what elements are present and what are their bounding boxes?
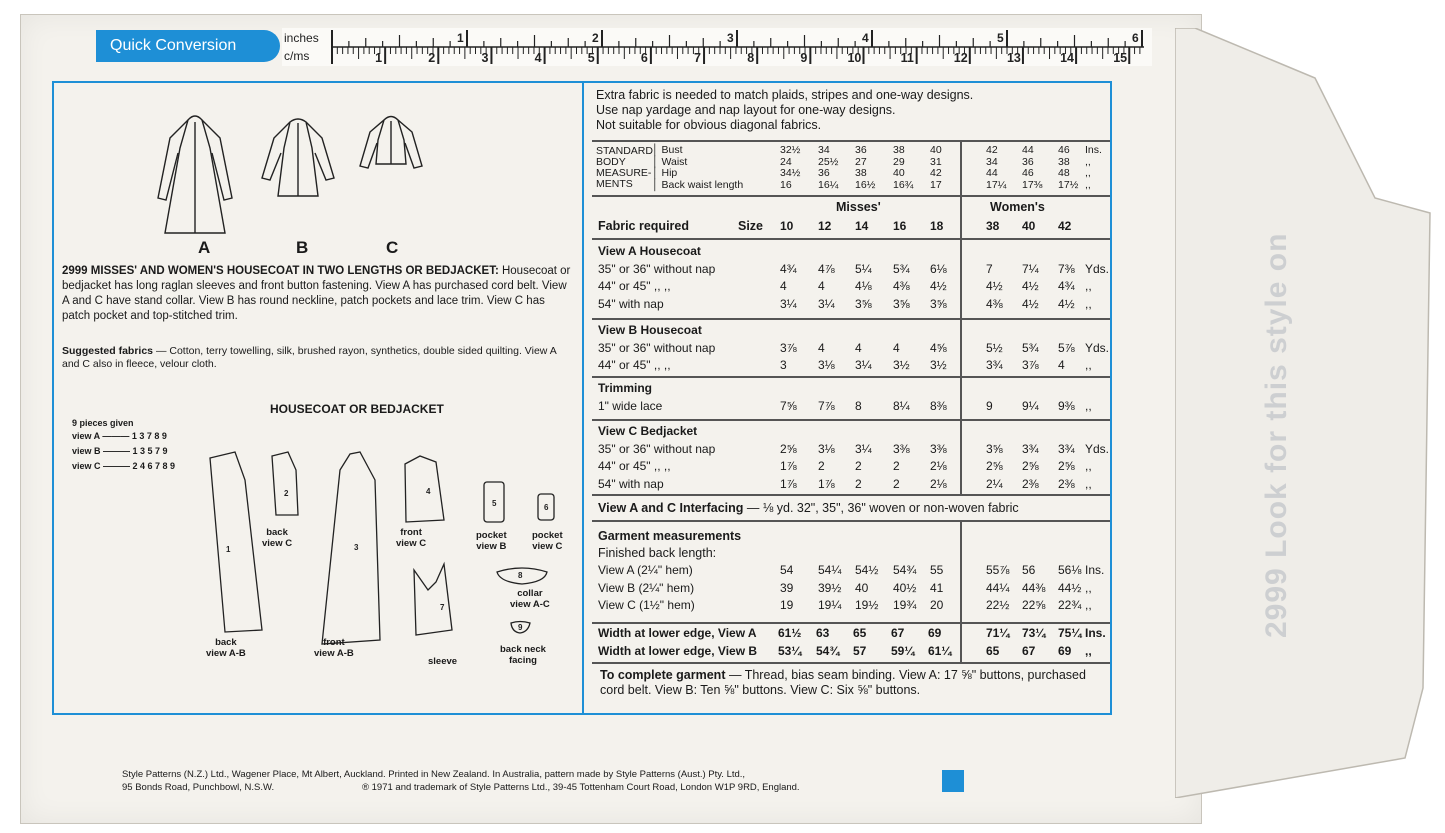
- piece-label-back-ab: back view A-B: [206, 637, 246, 659]
- rule: [592, 238, 1110, 240]
- women-value: 67: [1022, 643, 1036, 658]
- body-measure-value: 27: [855, 155, 867, 168]
- body-measure-value: 40: [930, 144, 942, 156]
- body-measure-value: 17½: [1058, 178, 1079, 191]
- unit-label: ,,: [1085, 167, 1091, 179]
- body-measure-value: 44: [986, 167, 998, 179]
- misses-value: 8⅜: [930, 398, 947, 413]
- ruler-inch-number: 5: [997, 31, 1004, 45]
- rule: [592, 376, 1110, 378]
- women-label: Women's: [990, 200, 1045, 214]
- women-value: 7: [986, 261, 993, 276]
- piece-number-1: 1: [226, 545, 231, 554]
- ruler-cm-number: 13: [1006, 51, 1021, 65]
- misses-value: 54¾: [893, 563, 917, 577]
- misses-value: 3¼: [855, 358, 872, 372]
- misses-value: 20: [930, 598, 944, 612]
- layout-title: HOUSECOAT OR BEDJACKET: [270, 402, 444, 416]
- misses-value: 4⅝: [930, 340, 947, 355]
- misses-value: 3⅜: [893, 441, 910, 456]
- misses-value: 3⅝: [893, 296, 910, 311]
- row-label: 54" with nap: [598, 476, 664, 491]
- misses-value: 57: [853, 643, 867, 658]
- women-value: 5⅞: [1058, 340, 1075, 355]
- body-measure-name: │ Bust: [652, 144, 683, 156]
- body-measure-value: 38: [893, 144, 905, 156]
- ruler-cm-number: 12: [953, 51, 968, 65]
- row-label: 54" with nap: [598, 296, 664, 311]
- piece-label-pocket-b: pocket view B: [476, 530, 507, 552]
- misses-value: 3½: [930, 358, 947, 372]
- misses-value: 63: [816, 626, 830, 640]
- ruler-cm-number: 11: [900, 51, 914, 65]
- misses-value: 3½: [893, 358, 910, 372]
- misses-label: Misses': [836, 200, 881, 214]
- misses-value: 4⅞: [818, 261, 835, 276]
- size-header: 40: [1022, 219, 1036, 233]
- body-measure-value: 34½: [780, 167, 801, 179]
- flap-faded-text: 2999 Look for this style on: [1260, 232, 1293, 638]
- width-row-label: Width at lower edge, View B: [598, 643, 758, 658]
- unit-label: Yds.: [1085, 441, 1110, 456]
- unit-label: Ins.: [1085, 563, 1105, 577]
- row-label: 44" or 45" ,, ,,: [598, 279, 671, 293]
- body-measurements-label: STANDARD BODY MEASURE- MENTS: [596, 145, 653, 190]
- body-measure-value: 38: [855, 167, 867, 179]
- misses-value: 3: [780, 358, 787, 372]
- body-measure-name: │ Hip: [652, 167, 678, 179]
- misses-value: 4: [780, 279, 787, 293]
- misses-value: 55: [930, 563, 944, 577]
- width-row-label: Width at lower edge, View A: [598, 626, 757, 640]
- suggested-fabrics-label: Suggested fabrics: [62, 345, 154, 357]
- fabric-section-title: View C Bedjacket: [598, 424, 698, 438]
- women-value: 4½: [1022, 279, 1039, 293]
- misses-value: 4⅜: [893, 279, 910, 293]
- footer-line-1: Style Patterns (N.Z.) Ltd., Wagener Place, Mt Albert, Auckland. Printed in New Zealand. In Australia, pattern made by Style Patterns (Aust.) Pty. Ltd.,: [122, 769, 746, 780]
- ruler-cm-number: 3: [481, 51, 489, 65]
- interfacing-label: View A and C Interfacing: [598, 501, 744, 515]
- body-measure-value: 42: [930, 167, 942, 179]
- size-header: 16: [893, 219, 907, 233]
- to-complete-label: To complete garment: [600, 668, 726, 682]
- women-value: 4⅜: [986, 296, 1003, 311]
- women-value: 2⅝: [1022, 459, 1039, 473]
- ruler-inch-number: 4: [862, 31, 869, 45]
- misses-value: 54¾: [816, 643, 840, 658]
- misses-value: 41: [930, 580, 944, 595]
- misses-value: 67: [891, 626, 905, 640]
- misses-value: 4¾: [780, 261, 797, 276]
- ruler-inch-number: 2: [592, 31, 599, 45]
- women-divider: [960, 140, 962, 494]
- women-value: 2⅝: [986, 459, 1003, 473]
- piece-number-9: 9: [518, 623, 523, 632]
- piece-label-front-c: front view C: [396, 527, 427, 549]
- ruler-cm-number: 7: [694, 51, 702, 65]
- rule: [592, 419, 1110, 421]
- body-measure-value: 34: [818, 144, 830, 156]
- body-measure-value: 36: [855, 144, 867, 156]
- body-measure-value: 48: [1058, 167, 1070, 179]
- body-measure-value: 16: [780, 178, 792, 191]
- misses-value: 61¼: [928, 643, 952, 658]
- misses-value: 4: [893, 340, 900, 355]
- pieces-given: 9 pieces given: [72, 418, 134, 428]
- fabric-section-title: View B Housecoat: [598, 323, 702, 337]
- women-value: 22¾: [1058, 598, 1082, 612]
- misses-value: 5¾: [893, 261, 910, 276]
- body-measure-value: 42: [986, 144, 998, 156]
- misses-value: 39: [780, 580, 794, 595]
- row-label: 1" wide lace: [598, 398, 663, 413]
- pieces-view-a: view A ——— 1 3 7 8 9: [72, 431, 167, 441]
- women-value: 9¼: [1022, 398, 1039, 413]
- women-value: 7¼: [1022, 261, 1039, 276]
- misses-value: 54¼: [818, 563, 842, 577]
- rule: [592, 622, 1110, 624]
- size-header: 14: [855, 219, 869, 233]
- unit-label: ,,: [1085, 598, 1092, 612]
- rule: [592, 318, 1110, 320]
- piece-number-5: 5: [492, 499, 497, 508]
- body-measure-value: 29: [893, 155, 905, 168]
- rule: [592, 195, 1110, 197]
- body-measure-name: │ Back waist length: [652, 178, 744, 191]
- unit-label: ,,: [1085, 459, 1092, 473]
- women-value: 5½: [986, 340, 1003, 355]
- misses-value: 5¼: [855, 261, 872, 276]
- ruler-cm-number: 8: [747, 51, 755, 65]
- ruler-inch-number: 3: [727, 31, 734, 45]
- women-value: 3⅝: [986, 441, 1003, 456]
- row-label: View C (1½" hem): [598, 598, 695, 612]
- misses-value: 2⅛: [930, 476, 947, 491]
- women-value: 69: [1058, 643, 1072, 658]
- misses-value: 54: [780, 563, 794, 577]
- misses-value: 3¼: [855, 441, 872, 456]
- unit-label: Ins.: [1085, 626, 1106, 640]
- misses-value: 19½: [855, 598, 879, 612]
- unit-label: ,,: [1085, 398, 1092, 413]
- misses-value: 69: [928, 626, 942, 640]
- misses-value: 4: [855, 340, 862, 355]
- body-measure-value: 46: [1058, 144, 1070, 156]
- quick-conversion-badge: Quick Conversion: [96, 30, 280, 62]
- misses-value: 19¾: [893, 598, 917, 612]
- pattern-description: [62, 264, 576, 324]
- body-measure-value: 40: [893, 167, 905, 179]
- misses-value: 53¼: [778, 643, 802, 658]
- size-header: 42: [1058, 219, 1072, 233]
- women-value: 4½: [1022, 296, 1039, 311]
- fabric-required-label: Fabric required: [598, 219, 689, 233]
- unit-label: Yds.: [1085, 261, 1110, 276]
- ruler-cm-number: 10: [847, 51, 862, 65]
- misses-value: 4: [818, 279, 825, 293]
- women-value: 3⅞: [1022, 358, 1039, 372]
- women-value: 65: [986, 643, 1000, 658]
- pattern-description-text: Housecoat or bedjacket has long raglan sleeves and front button fastening. View A has purchased cord belt. View A and C have stand collar. View B has round neckline, patch pockets and lace trim. View C has patch pocket and top-stitched trim.: [62, 265, 571, 322]
- fabric-section-title: Trimming: [598, 381, 653, 395]
- misses-value: 8: [855, 398, 862, 413]
- size-label: Size: [738, 219, 764, 233]
- women-divider: [960, 520, 962, 662]
- row-label: View A (2¼" hem): [598, 563, 693, 577]
- footer-line-2a: 95 Bonds Road, Punchbowl, N.S.W.: [122, 782, 275, 793]
- misses-value: 39½: [818, 580, 842, 595]
- women-value: 2⅜: [1022, 476, 1039, 491]
- footer-line-2b: ® 1971 and trademark of Style Patterns Ltd., 39-45 Tottenham Court Road, London W1P 9RD, England.: [362, 782, 800, 793]
- piece-number-2: 2: [284, 489, 289, 498]
- women-value: 44⅜: [1022, 580, 1046, 595]
- women-value: 3¾: [1022, 441, 1039, 456]
- body-measure-value: 25½: [818, 155, 839, 168]
- notes: [596, 88, 973, 133]
- women-value: 56: [1022, 563, 1036, 577]
- suggested-fabrics-text: — Cotton, terry towelling, silk, brushed rayon, synthetics, double sided quilting. View A and C also in fleece, velour cloth.: [62, 345, 557, 370]
- piece-number-6: 6: [544, 503, 549, 512]
- women-value: 22⅝: [1022, 598, 1046, 612]
- misses-value: 3⅝: [930, 296, 947, 311]
- unit-label: ,,: [1085, 580, 1092, 595]
- ruler-cm-number: 5: [587, 51, 595, 65]
- piece-label-sleeve: sleeve: [428, 656, 458, 667]
- women-value: 5¾: [1022, 340, 1039, 355]
- piece-number-3: 3: [354, 543, 359, 552]
- women-value: 71¼: [986, 626, 1010, 640]
- row-label: 35" or 36" without nap: [598, 441, 716, 456]
- note-3: Not suitable for obvious diagonal fabrics.: [596, 118, 822, 132]
- rule: [592, 140, 1110, 142]
- row-label: 35" or 36" without nap: [598, 340, 716, 355]
- misses-value: 2: [893, 476, 900, 491]
- body-measure-value: 24: [780, 155, 792, 168]
- body-measure-value: 17⅜: [1022, 178, 1043, 191]
- misses-value: 40: [855, 580, 869, 595]
- row-label: View B (2¼" hem): [598, 580, 695, 595]
- size-header: 12: [818, 219, 832, 233]
- unit-label: ,,: [1085, 643, 1092, 658]
- ruler-cm-number: 4: [534, 51, 542, 65]
- misses-value: 3⅜: [930, 441, 947, 456]
- piece-label-pocket-c: pocket view C: [532, 530, 563, 552]
- women-value: 4½: [1058, 296, 1075, 311]
- misses-value: 4: [818, 340, 825, 355]
- misses-value: 2⅝: [780, 441, 797, 456]
- ruler-cm-number: 1: [375, 51, 383, 65]
- misses-value: 2⅛: [930, 459, 947, 473]
- note-2: Use nap yardage and nap layout for one-way designs.: [596, 103, 896, 117]
- misses-value: 61½: [778, 626, 802, 640]
- misses-value: 3⅛: [818, 441, 835, 456]
- body-measure-value: 17¼: [986, 178, 1007, 191]
- unit-label: ,,: [1085, 279, 1092, 293]
- misses-value: 3⅞: [780, 340, 797, 355]
- pattern-title: MISSES' AND WOMEN'S HOUSECOAT IN TWO LENGTHS OR BEDJACKET:: [90, 265, 499, 277]
- unit-label: ,,: [1085, 358, 1092, 372]
- view-sketches: [150, 108, 450, 238]
- pieces-view-b: view B ——— 1 3 5 7 9: [72, 446, 168, 456]
- misses-value: 1⅞: [780, 459, 797, 473]
- women-value: 56⅛: [1058, 563, 1082, 577]
- ruler-inches-label: inches: [284, 31, 319, 45]
- piece-number-7: 7: [440, 603, 445, 612]
- women-value: 4: [1058, 358, 1065, 372]
- women-value: 4½: [986, 279, 1003, 293]
- misses-value: 2: [855, 476, 862, 491]
- women-value: 22½: [986, 598, 1010, 612]
- women-value: 9: [986, 398, 993, 413]
- body-measure-value: 16½: [855, 178, 876, 191]
- ruler-cm-number: 9: [800, 51, 808, 65]
- piece-label-neck-facing: back neck facing: [500, 644, 546, 666]
- women-value: 44¼: [986, 580, 1010, 595]
- row-label: 35" or 36" without nap: [598, 261, 716, 276]
- unit-label: ,,: [1085, 476, 1092, 491]
- size-header: 38: [986, 219, 1000, 233]
- interfacing: [598, 501, 1019, 515]
- misses-value: 3⅝: [855, 296, 872, 311]
- ruler-cm-number: 15: [1113, 51, 1128, 65]
- misses-value: 19: [780, 598, 794, 612]
- row-label: 44" or 45" ,, ,,: [598, 358, 671, 372]
- ruler-inch-number: 1: [457, 31, 464, 45]
- misses-value: 65: [853, 626, 867, 640]
- piece-label-back-c: back view C: [262, 527, 293, 549]
- unit-label: ,,: [1085, 178, 1091, 191]
- rule: [592, 662, 1110, 664]
- ruler-cm-number: 6: [640, 51, 648, 65]
- misses-value: 2: [855, 459, 862, 473]
- misses-value: 8¼: [893, 398, 910, 413]
- misses-value: 3¼: [780, 296, 797, 311]
- body-measure-value: 16¼: [818, 178, 839, 191]
- misses-value: 1⅞: [780, 476, 797, 491]
- misses-value: 1⅞: [818, 476, 835, 491]
- ruler-inch-number: 6: [1132, 31, 1139, 45]
- blue-marker: [942, 770, 964, 792]
- misses-value: 7⅝: [780, 398, 797, 413]
- women-value: 73¼: [1022, 626, 1046, 640]
- garment-subtitle: Finished back length:: [598, 546, 717, 560]
- women-value: 2⅜: [1058, 476, 1075, 491]
- to-complete-text: — Thread, bias seam binding. View A: 17 ⅝" buttons, purchased cord belt. View B: Ten ⅝" buttons. View C: Six ⅝" buttons.: [600, 668, 1086, 697]
- body-measure-value: 16¾: [893, 178, 914, 191]
- unit-label: ,,: [1085, 155, 1091, 168]
- body-measure-value: 31: [930, 155, 942, 168]
- rule: [592, 494, 1110, 496]
- unit-label: ,,: [1085, 296, 1092, 311]
- body-measure-value: 36: [818, 167, 830, 179]
- interfacing-text: — ⅛ yd. 32", 35", 36" woven or non-woven fabric: [743, 501, 1019, 515]
- women-value: 2⅝: [1058, 459, 1075, 473]
- women-value: 4¾: [1058, 279, 1075, 293]
- women-value: 3¾: [986, 358, 1003, 372]
- body-measure-value: 34: [986, 155, 998, 168]
- body-measure-value: 32½: [780, 144, 801, 156]
- misses-value: 7⅞: [818, 398, 835, 413]
- ruler-cms-label: c/ms: [284, 49, 310, 63]
- rule: [592, 520, 1110, 522]
- pattern-pieces-diagram: [200, 440, 570, 670]
- body-measure-value: 17: [930, 178, 942, 191]
- women-value: 44½: [1058, 580, 1082, 595]
- body-measure-value: 46: [1022, 167, 1034, 179]
- misses-value: 6⅛: [930, 261, 947, 276]
- fabric-section-title: View A Housecoat: [598, 244, 701, 258]
- piece-number-4: 4: [426, 487, 431, 496]
- row-label: 44" or 45" ,, ,,: [598, 459, 671, 473]
- misses-value: 54½: [855, 563, 879, 577]
- body-measure-value: 36: [1022, 155, 1034, 168]
- pieces-view-c: view C ——— 2 4 6 7 8 9: [72, 461, 176, 471]
- misses-value: 2: [818, 459, 825, 473]
- misses-value: 3¼: [818, 296, 835, 311]
- body-measure-value: 38: [1058, 155, 1070, 168]
- women-value: 7⅜: [1058, 261, 1075, 276]
- to-complete: [600, 668, 1105, 698]
- misses-value: 40½: [893, 580, 917, 595]
- women-value: 55⅞: [986, 563, 1010, 577]
- view-label-b: B: [296, 238, 309, 257]
- size-header: 10: [780, 219, 794, 233]
- misses-value: 3⅛: [818, 358, 835, 372]
- misses-value: 4⅛: [855, 279, 872, 293]
- unit-label: Ins.: [1085, 144, 1102, 156]
- conversion-ruler: [282, 28, 1152, 66]
- ruler-cm-number: 2: [428, 51, 436, 65]
- misses-value: 59¼: [891, 643, 915, 658]
- women-value: 9⅜: [1058, 398, 1075, 413]
- garment-title: Garment measurements: [598, 529, 742, 543]
- suggested-fabrics: [62, 345, 576, 371]
- misses-value: 19¼: [818, 598, 842, 612]
- women-value: 75¼: [1058, 626, 1082, 640]
- ruler-cm-number: 14: [1060, 51, 1075, 65]
- pattern-number: 2999: [62, 265, 88, 277]
- women-value: 2¼: [986, 476, 1003, 491]
- body-measure-name: │ Waist: [652, 155, 688, 168]
- piece-label-front-ab: front view A-B: [314, 637, 354, 659]
- piece-number-8: 8: [518, 571, 523, 580]
- piece-label-collar: collar view A-C: [510, 588, 550, 610]
- view-label-c: C: [386, 238, 399, 257]
- women-value: 3¾: [1058, 441, 1075, 456]
- body-measure-value: 44: [1022, 144, 1034, 156]
- unit-label: Yds.: [1085, 340, 1110, 355]
- size-header: 18: [930, 219, 944, 233]
- misses-value: 2: [893, 459, 900, 473]
- column-divider: [582, 81, 584, 715]
- note-1: Extra fabric is needed to match plaids, stripes and one-way designs.: [596, 88, 974, 102]
- view-label-a: A: [198, 238, 211, 257]
- misses-value: 4½: [930, 279, 947, 293]
